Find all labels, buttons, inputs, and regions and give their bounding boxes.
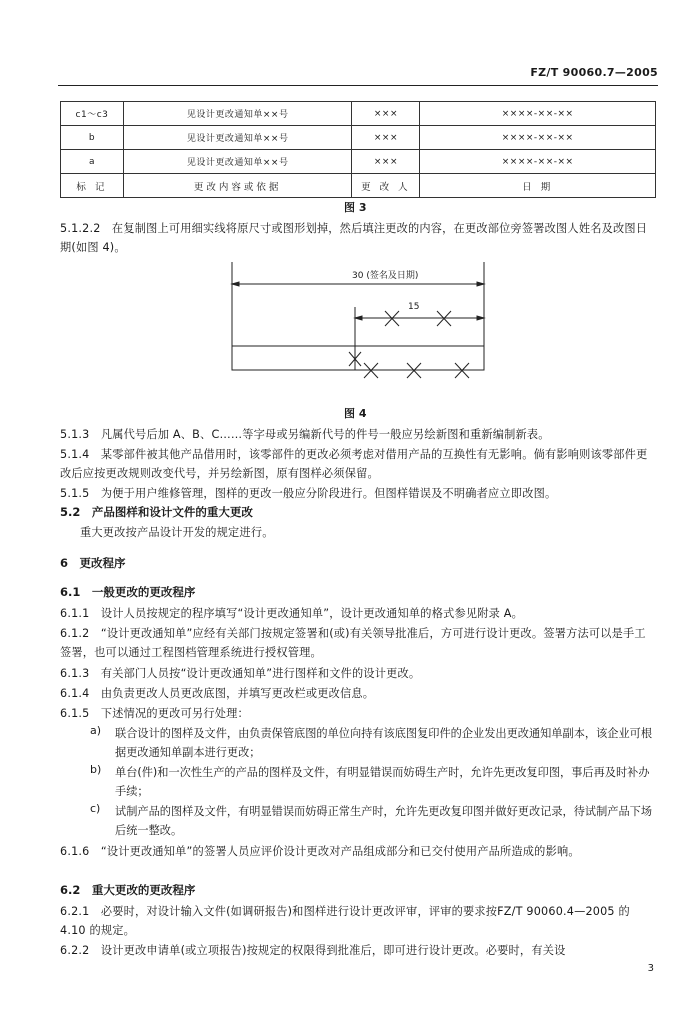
table-row	[61, 126, 656, 150]
para-6-1-5: 6.1.5 下述情况的更改可另行处理：	[60, 707, 249, 720]
heading-6-2: 6.2 重大更改的更改程序	[60, 883, 196, 897]
table-row	[61, 102, 656, 126]
arrow-right	[477, 282, 484, 286]
standard-code: FZ/T 90060.7—2005	[530, 66, 658, 79]
figure3-caption: 图 3	[344, 201, 367, 214]
person-cell: ×××	[352, 102, 420, 126]
header-date: 日 期	[420, 174, 656, 198]
para-6-2-2: 6.2.2 设计更改申请单(或立项报告)按规定的权限得到批准后，即可进行设计更改。必要时，有关设	[60, 944, 566, 957]
para-5-2: 重大更改按产品设计开发的规定进行。	[80, 526, 274, 539]
revision-table	[60, 101, 656, 198]
para-6-1-4: 6.1.4 由负责更改人员更改底图，并填写更改栏或更改信息。	[60, 687, 375, 700]
list-item-mark: a)	[90, 724, 102, 737]
person-cell: ×××	[352, 150, 420, 174]
dimension-30-label: 30 (签名及日期)	[352, 271, 419, 281]
para-5-1-2-2: 5.1.2.2 在复制图上可用细实线将原尺寸或图形划掉，然后填注更改的内容，在更改部位旁签署改图人姓名及改图日期(如图 4)。	[60, 222, 648, 254]
para-5-1-5: 5.1.5 为便于用户维修管理，图样的更改一般应分阶段进行。但图样错误及不明确者应立即改图。	[60, 487, 557, 500]
list-item: 单台(件)和一次性生产的产品的图样及文件，有明显错误而妨碍生产时，允许先更改复印图，事后再及时补办手续；	[115, 766, 650, 798]
content-cell: 见设计更改通知单××号	[123, 150, 352, 174]
header-content: 更改内容或依据	[123, 174, 352, 198]
list-item-mark: b)	[90, 763, 102, 776]
list-item-mark: c)	[90, 802, 101, 815]
header-rule	[58, 85, 658, 86]
dimension-15-label: 15	[408, 302, 420, 312]
mark-cell: a	[61, 150, 124, 174]
figure4-caption: 图 4	[344, 407, 367, 420]
para-6-2-1: 6.2.1 必要时，对设计输入文件(如调研报告)和图样进行设计更改评审，评审的要求按FZ/T 90060.4—2005 的 4.10 的规定。	[60, 905, 630, 937]
mark-cell: c1～c3	[61, 102, 124, 126]
para-5-1-4: 5.1.4 某零部件被其他产品借用时，该零部件的更改必须考虑对借用产品的互换性有无影响。倘有影响则该零部件更改后应按更改规则改变代号，并另绘新图，原有图样必须保留。	[60, 448, 648, 480]
content-cell: 见设计更改通知单××号	[123, 102, 352, 126]
heading-6: 6 更改程序	[60, 556, 126, 570]
page-number: 3	[647, 963, 654, 974]
para-6-1-3: 6.1.3 有关部门人员按“设计更改通知单”进行图样和文件的设计更改。	[60, 667, 421, 680]
date-cell: ××××-××-××	[420, 102, 656, 126]
heading-5-2: 5.2 产品图样和设计文件的重大更改	[60, 505, 253, 519]
date-cell: ××××-××-××	[420, 126, 656, 150]
header-person: 更 改 人	[352, 174, 420, 198]
arrow-left	[232, 282, 239, 286]
para-5-1-3: 5.1.3 凡属代号后加 A、B、C……等字母或另编新代号的件号一般应另绘新图和重新编制新表。	[60, 428, 550, 441]
table-header-row	[61, 174, 656, 198]
para-6-1-2: 6.1.2 “设计更改通知单”应经有关部门按规定签署和(或)有关领导批准后，方可进行设计更改。签署方法可以是手工签署，也可以通过工程图档管理系统进行授权管理。	[60, 627, 646, 659]
para-6-1-6: 6.1.6 “设计更改通知单”的签署人员应评价设计更改对产品组成部分和已交付使用产品所造成的影响。	[60, 845, 580, 858]
para-6-1-1: 6.1.1 设计人员按规定的程序填写“设计更改通知单”，设计更改通知单的格式参见附录 A。	[60, 607, 524, 620]
header-mark: 标 记	[61, 174, 124, 198]
person-cell: ×××	[352, 126, 420, 150]
content-cell: 见设计更改通知单××号	[123, 126, 352, 150]
arrow-left-15	[355, 316, 362, 320]
list-item: 联合设计的图样及文件，由负责保管底图的单位向持有该底图复印件的企业发出更改通知单副本，该企业可根据更改通知单副本进行更改；	[115, 727, 653, 759]
table-row	[61, 150, 656, 174]
list-item: 试制产品的图样及文件，有明显错误而妨碍正常生产时，允许先更改复印图并做好更改记录，待试制产品下场后统一整改。	[115, 805, 653, 837]
heading-6-1: 6.1 一般更改的更改程序	[60, 585, 196, 599]
date-cell: ××××-××-××	[420, 150, 656, 174]
arrow-right-15	[477, 316, 484, 320]
signature-box	[232, 346, 484, 370]
mark-cell: b	[61, 126, 124, 150]
